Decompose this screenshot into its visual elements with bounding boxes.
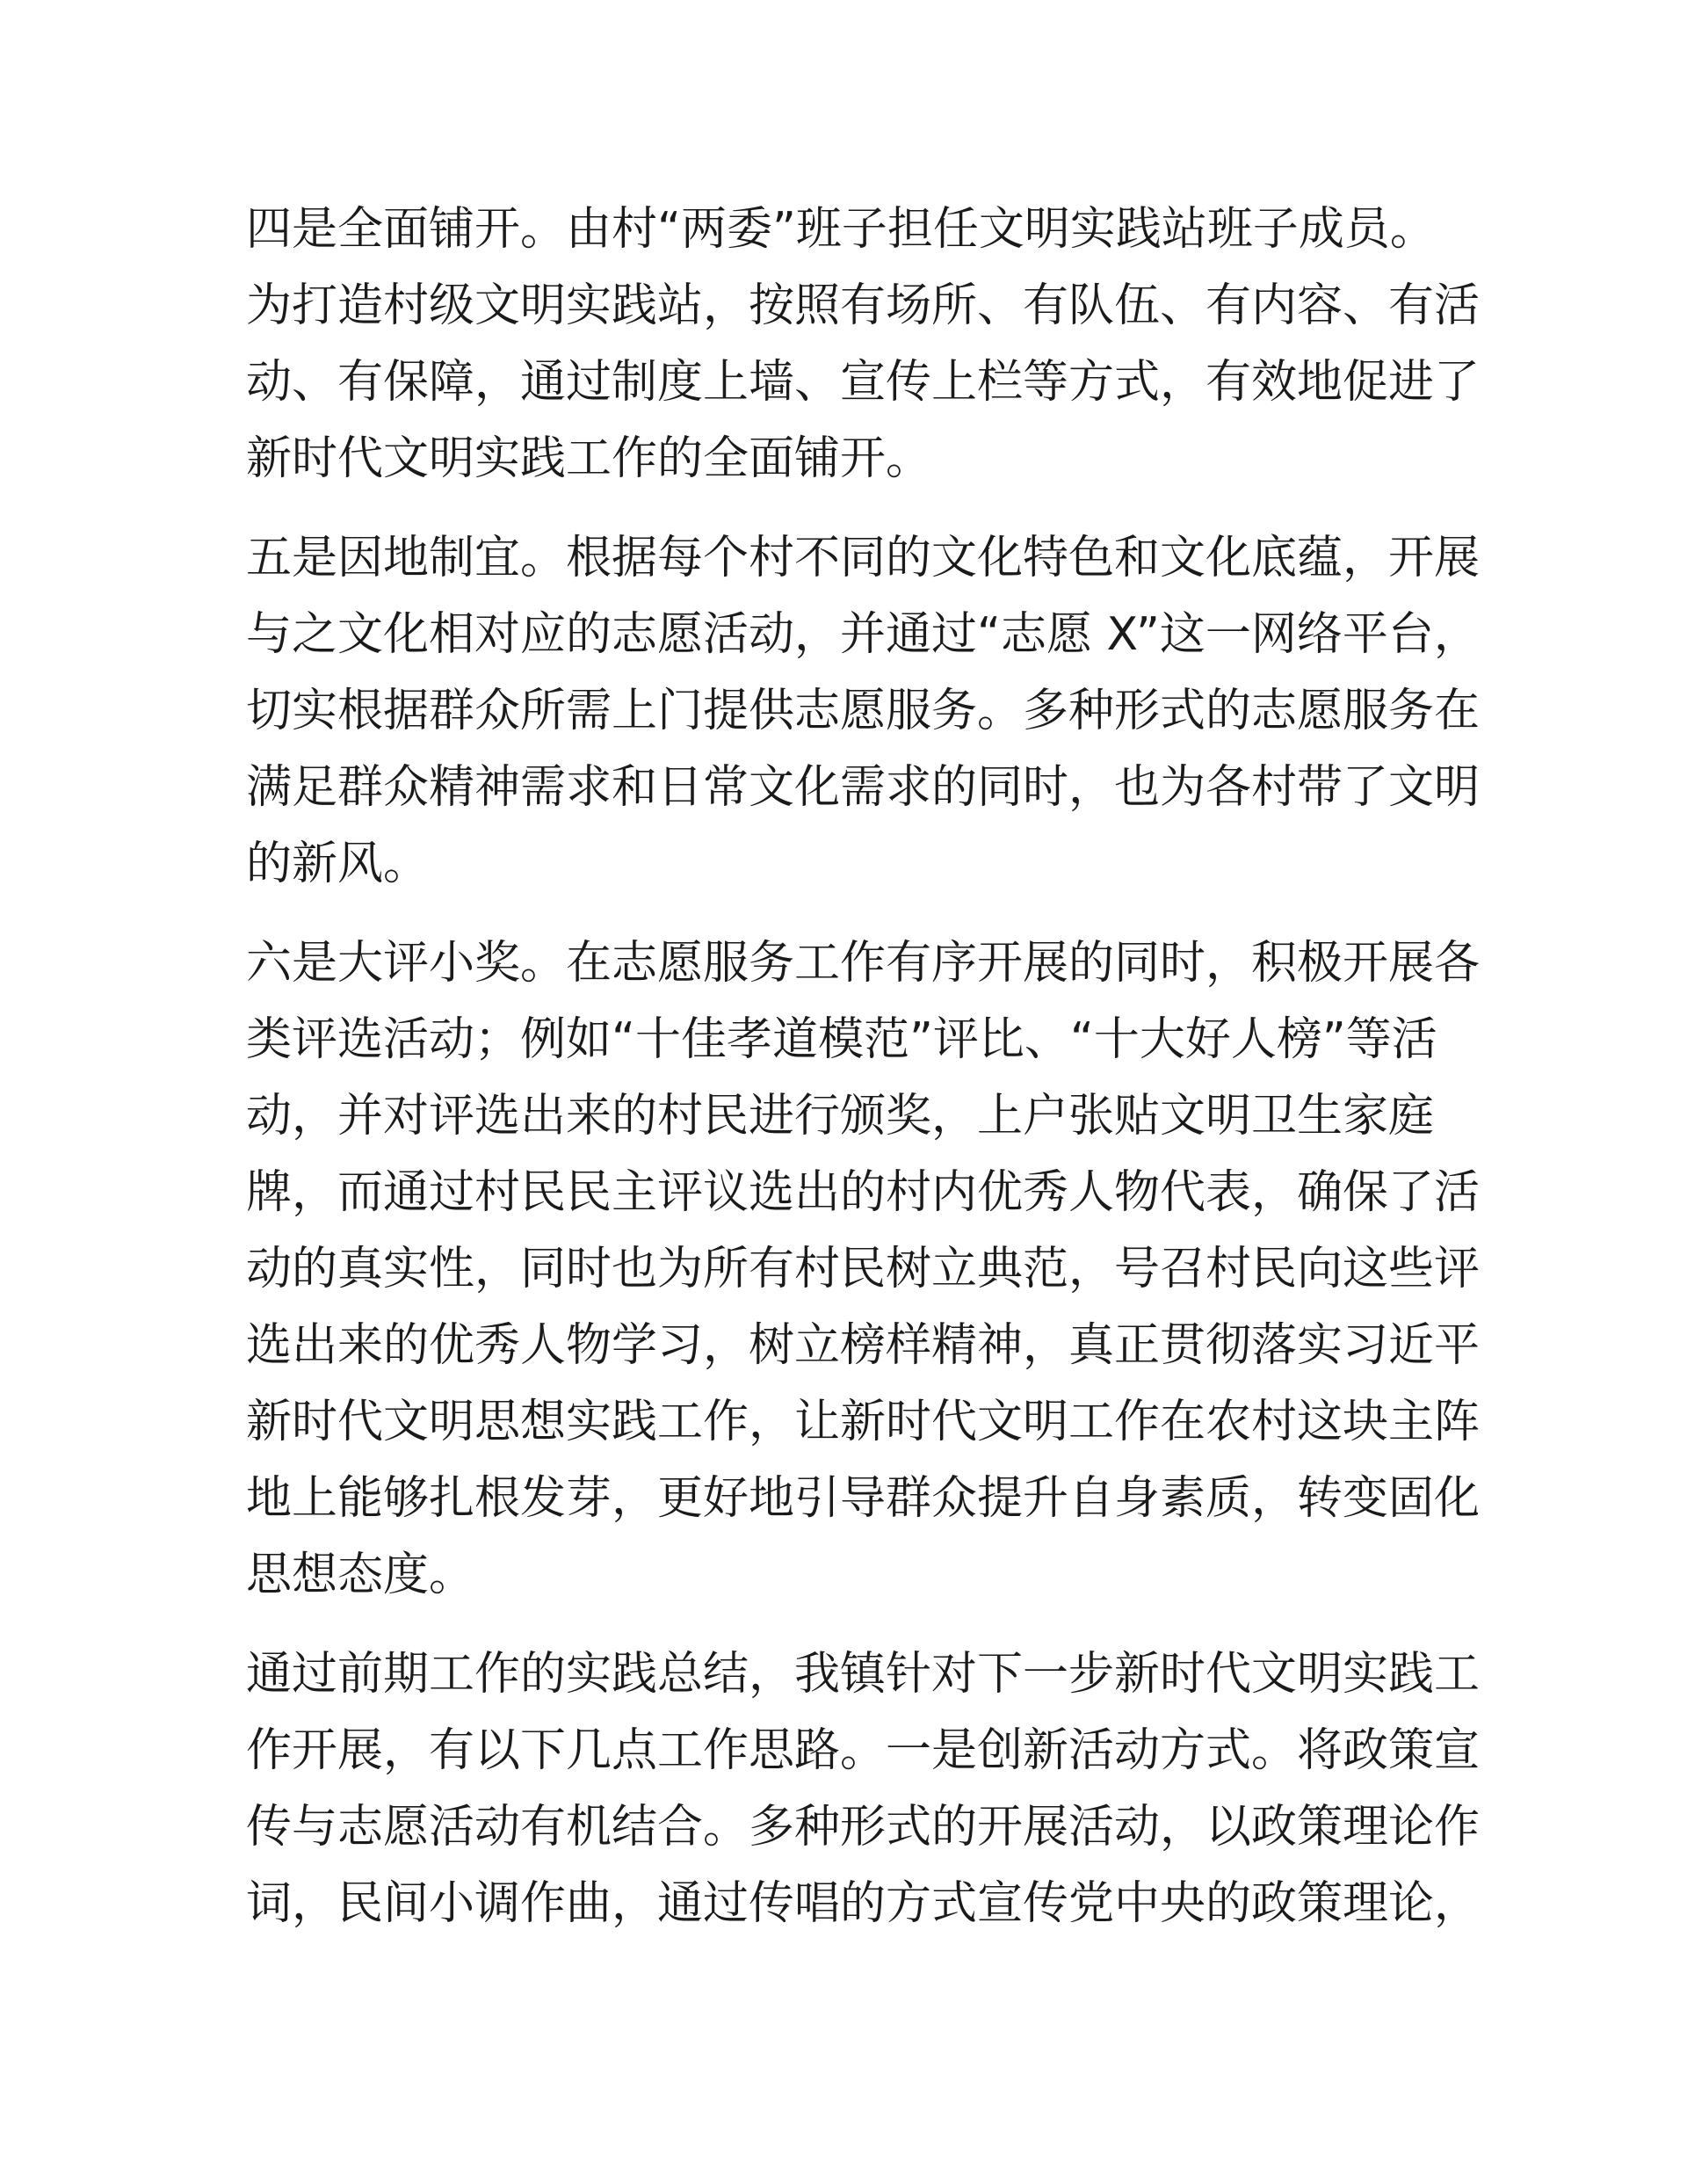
text-line: 新时代文明思想实践工作，让新时代文明工作在农村这块主阵 (246, 1396, 1481, 1448)
text-line: 牌，而通过村民民主评议选出的村内优秀人物代表，确保了活 (246, 1166, 1481, 1219)
text-line: 传与志愿活动有机结合。多种形式的开展活动，以政策理论作 (246, 1801, 1481, 1854)
text-line: 动，并对评选出来的村民进行颁奖，上户张贴文明卫生家庭 (246, 1090, 1435, 1143)
text-line: 四是全面铺开。由村“两委”班子担任文明实践站班子成员。 (246, 203, 1436, 256)
document-body (246, 192, 1481, 1965)
paragraph-awards (246, 925, 1481, 1614)
text-line: 地上能够扎根发芽，更好地引导群众提升自身素质，转变固化 (246, 1472, 1481, 1525)
paragraph-work-plan (246, 1636, 1481, 1942)
text-line: 词，民间小调作曲，通过传唱的方式宣传党中央的政策理论， (246, 1877, 1481, 1930)
text-line: 为打造村级文明实践站，按照有场所、有队伍、有内容、有活 (246, 279, 1481, 332)
text-line: 切实根据群众所需上门提供志愿服务。多种形式的志愿服务在 (246, 685, 1481, 737)
text-line: 满足群众精神需求和日常文化需求的同时，也为各村带了文明 (246, 761, 1481, 814)
paragraph-local-adaptation (246, 520, 1481, 903)
text-line: 类评选活动；例如“十佳孝道模范”评比、“十大好人榜”等活 (246, 1013, 1437, 1066)
text-line: 选出来的优秀人物学习，树立榜样精神，真正贯彻落实习近平 (246, 1319, 1481, 1372)
text-line: 新时代文明实践工作的全面铺开。 (246, 432, 932, 485)
paragraph-comprehensive-rollout (246, 192, 1481, 497)
text-line: 通过前期工作的实践总结，我镇针对下一步新时代文明实践工 (246, 1648, 1481, 1701)
text-line: 思想态度。 (246, 1549, 475, 1601)
text-line: 动、有保障，通过制度上墙、宣传上栏等方式，有效地促进了 (246, 356, 1481, 409)
text-line: 动的真实性，同时也为所有村民树立典范，号召村民向这些评 (246, 1243, 1481, 1295)
text-line: 的新风。 (246, 838, 430, 890)
text-line: 五是因地制宜。根据每个村不同的文化特色和文化底蕴，开展 (246, 532, 1481, 584)
text-line: 作开展，有以下几点工作思路。一是创新活动方式。将政策宣 (246, 1724, 1481, 1777)
text-line: 六是大评小奖。在志愿服务工作有序开展的同时，积极开展各 (246, 937, 1481, 990)
text-line: 与之文化相对应的志愿活动，并通过“志愿 X”这一网络平台， (246, 608, 1480, 661)
